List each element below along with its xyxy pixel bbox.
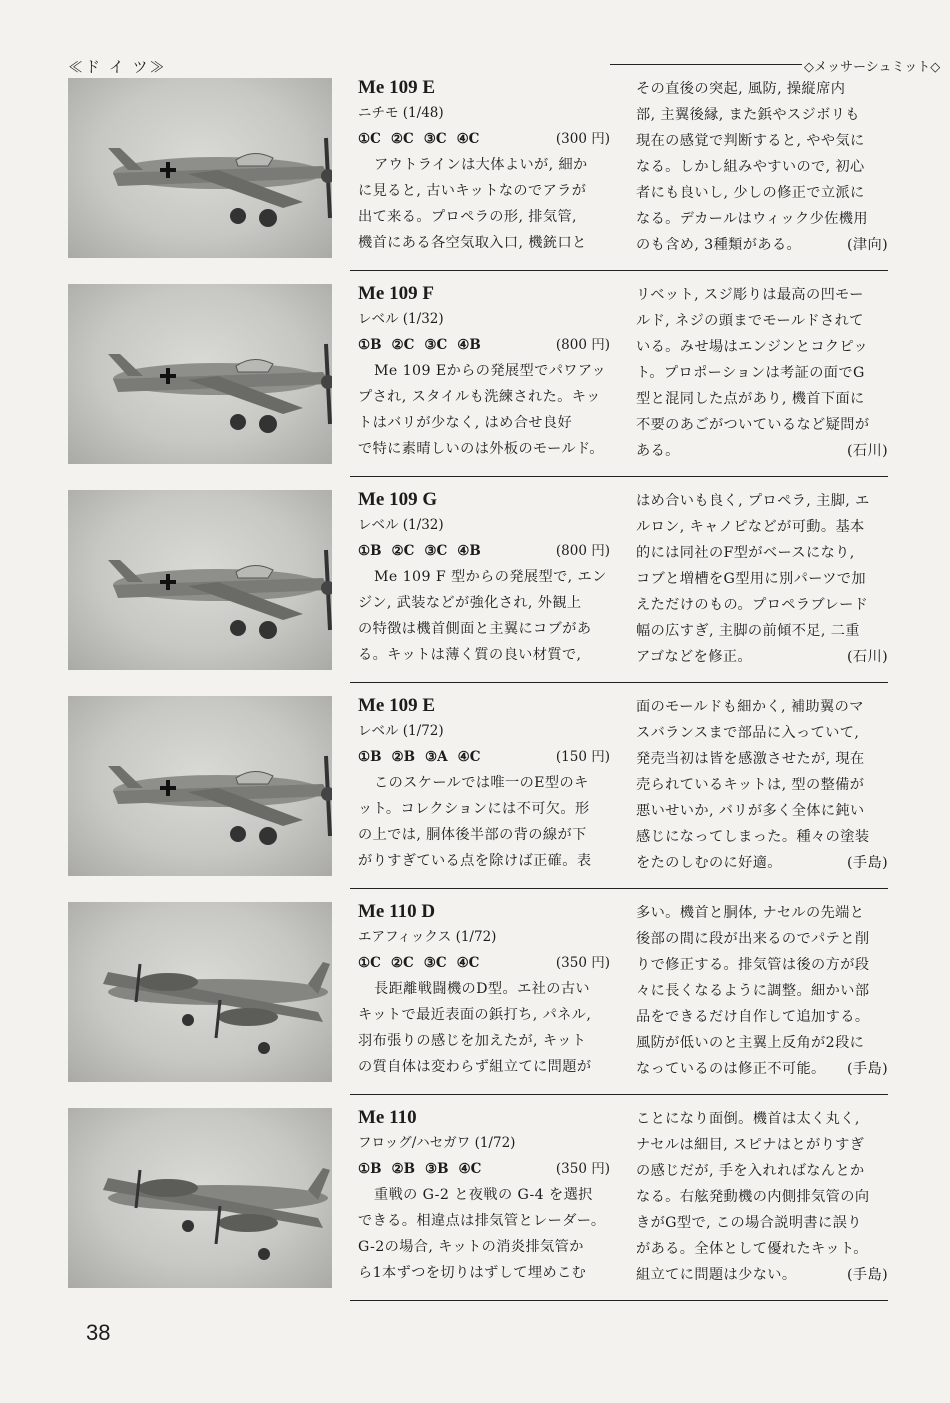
review-text-line: 々に長くなるように調整。細かい部 <box>636 983 870 999</box>
kit-maker-scale: エアフィックス (1/72) <box>358 929 497 945</box>
review-column-left <box>358 694 610 874</box>
reviewer-name: (手島) <box>846 1061 888 1077</box>
review-text-line: G-2の場合, キットの消炎排気管か <box>358 1239 584 1255</box>
review-text-line: の特徴は機首側面と主翼にコブがあ <box>358 621 592 637</box>
header-rule <box>610 64 802 65</box>
review-text-line: Me 109 Eからの発展型でパワアッ <box>374 363 607 379</box>
rating-value: ④C <box>458 1161 482 1177</box>
rating-value: ③A <box>425 749 448 765</box>
review-text-line: このスケールでは唯一のE型のキ <box>374 775 589 791</box>
review-column-left <box>358 900 610 1080</box>
rating-value: ④C <box>456 131 480 147</box>
entry-divider <box>350 888 888 889</box>
kit-review-entry <box>350 694 888 894</box>
reviewer-name: (手島) <box>846 855 888 871</box>
review-text-line <box>636 438 888 464</box>
entry-divider <box>350 270 888 271</box>
review-text-final: なっているのは修正不可能。 <box>636 1061 826 1077</box>
review-text-line: ト。プロポーションは考証の面でG <box>636 365 865 381</box>
review-text-line: 現在の感覚で判断すると, やや気に <box>636 133 865 149</box>
kit-ratings <box>358 950 610 976</box>
entry-divider <box>350 1300 888 1301</box>
review-column-right <box>636 488 888 670</box>
entry-divider <box>350 476 888 477</box>
kit-maker-scale: ニチモ (1/48) <box>358 105 444 121</box>
review-text-line: コブと増槽をG型用に別パーツで加 <box>636 571 866 587</box>
review-text-line: なる。右舷発動機の内側排気管の向 <box>636 1189 870 1205</box>
kit-price: (300 円) <box>555 131 610 147</box>
entry-divider <box>350 682 888 683</box>
review-text-line: できる。相違点は排気管とレーダー。 <box>358 1213 606 1229</box>
rating-value: ①C <box>358 131 381 147</box>
kit-review-entry <box>350 900 888 1100</box>
kit-maker-scale: レベル (1/32) <box>358 517 444 533</box>
rating-value: ①B <box>358 543 382 559</box>
review-text-final: アゴなどを修正。 <box>636 649 752 665</box>
review-text-line: Me 109 F 型からの発展型で, エン <box>374 569 607 585</box>
kit-review-entry <box>350 282 888 482</box>
reviewer-name: (石川) <box>846 649 888 665</box>
review-text-line: キットで最近表面の鋲打ち, パネル, <box>358 1007 592 1023</box>
review-column-left <box>358 76 610 256</box>
review-text-line <box>636 850 888 876</box>
aircraft-model-photo <box>68 902 332 1082</box>
review-text-line <box>636 1056 888 1082</box>
review-text-line: なる。デカールはウィック少佐機用 <box>636 211 868 227</box>
rating-value: ④B <box>457 543 481 559</box>
review-text-line: 後部の間に段が出来るのでパテと削 <box>636 931 870 947</box>
review-text-line: えただけのもの。プロペラブレード <box>636 597 869 613</box>
aircraft-model-photo <box>68 284 332 464</box>
kit-maker-scale: レベル (1/32) <box>358 311 444 327</box>
kit-maker-scale: レベル (1/72) <box>358 723 444 739</box>
kit-title: Me 109 G <box>358 489 438 510</box>
review-text-line: で特に素晴しいのは外板のモールド。 <box>358 441 604 457</box>
rating-value: ②C <box>390 131 414 147</box>
entry-divider <box>350 1094 888 1095</box>
reviewer-name: (手島) <box>846 1267 888 1283</box>
review-text-line: ジン, 武装などが強化され, 外観上 <box>358 595 582 611</box>
review-text-line: アウトラインは大体よいが, 細か <box>374 157 588 173</box>
kit-price: (350 円) <box>555 1161 610 1177</box>
aircraft-model-photo <box>68 696 332 876</box>
rating-value: ③C <box>424 543 448 559</box>
kit-review-entry <box>350 488 888 688</box>
kit-title: Me 109 F <box>358 283 434 304</box>
review-text-line: がある。全体として優れたキット。 <box>636 1241 868 1257</box>
review-column-left <box>358 1106 610 1286</box>
review-text-line: る。キットは薄く質の良い材質で, <box>358 647 582 663</box>
review-text-line: スバランスまで部品に入っていて, <box>636 725 860 741</box>
review-column-right <box>636 900 888 1082</box>
review-text-line: の感じだが, 手を入れればなんとか <box>636 1163 865 1179</box>
review-text-line: 不要のあごがついているなど疑問が <box>636 417 870 433</box>
kit-maker-scale: フロッグ/ハセガワ (1/72) <box>358 1135 516 1151</box>
kit-title: Me 110 D <box>358 901 436 922</box>
page-number: 38 <box>86 1320 111 1345</box>
rating-value: ③C <box>423 955 447 971</box>
review-text-line: ことになり面倒。機首は太く丸く, <box>636 1111 860 1127</box>
aircraft-model-photo <box>68 1108 332 1288</box>
review-text-line: 重戦の G-2 と夜戦の G-4 を選択 <box>374 1187 593 1203</box>
aircraft-model-photo <box>68 490 332 670</box>
rating-value: ②C <box>391 543 415 559</box>
review-text-line: 幅の広すぎ, 主脚の前傾不足, 二重 <box>636 623 860 639</box>
kit-price: (350 円) <box>555 955 610 971</box>
review-text-final: ある。 <box>636 443 680 459</box>
review-text-final: をたのしむのに好適。 <box>636 855 782 871</box>
rating-value: ①B <box>358 1161 382 1177</box>
review-text-line <box>636 232 888 258</box>
review-text-line: 的には同社のF型がベースになり, <box>636 545 855 561</box>
review-text-line: 多い。機首と胴体, ナセルの先端と <box>636 905 865 921</box>
review-text-line: 羽布張りの感じを加えたが, キット <box>358 1033 587 1049</box>
review-text-line <box>636 1262 888 1288</box>
section-header-subject: ◇メッサーシュミット◇ <box>804 60 941 75</box>
kit-ratings <box>358 744 610 770</box>
review-text-line: いる。みせ場はエンジンとコクピッ <box>636 339 869 355</box>
kit-price: (800 円) <box>555 543 610 559</box>
review-text-line: ルド, ネジの頭までモールドされて <box>636 313 864 329</box>
rating-value: ④C <box>456 955 480 971</box>
review-text-line: なる。しかし組みやすいので, 初心 <box>636 159 865 175</box>
review-text-line: ット。コレクションには不可欠。形 <box>358 801 590 817</box>
review-column-left <box>358 282 610 462</box>
rating-value: ③C <box>424 337 448 353</box>
review-text-final: 組立てに問題は少ない。 <box>636 1267 797 1283</box>
rating-value: ②C <box>390 955 414 971</box>
review-column-right <box>636 1106 888 1288</box>
rating-value: ①B <box>358 749 382 765</box>
kit-title: Me 109 E <box>358 695 436 716</box>
review-text-line: に見ると, 古いキットなのでアラが <box>358 183 587 199</box>
review-column-right <box>636 76 888 258</box>
review-text-line: リベット, スジ彫りは最高の凹モー <box>636 287 864 303</box>
review-column-right <box>636 282 888 464</box>
review-text-line: ら1本ずつを切りはずして埋めこむ <box>358 1265 587 1281</box>
kit-review-entry <box>350 1106 888 1306</box>
rating-value: ②B <box>391 1161 416 1177</box>
review-text-line: 売られているキットは, 型の整備が <box>636 777 865 793</box>
review-text-line: プされ, スタイルも洗練された。キッ <box>358 389 601 405</box>
kit-ratings <box>358 538 610 564</box>
review-text-line: 発売当初は皆を感激させたが, 現在 <box>636 751 865 767</box>
review-text-final: のも含め, 3種類がある。 <box>636 237 802 253</box>
rating-value: ①B <box>358 337 382 353</box>
review-text-line: がりすぎている点を除けば正確。表 <box>358 853 592 869</box>
review-text-line: 悪いせいか, バリが多く全体に鈍い <box>636 803 865 819</box>
review-text-line: 長距離戦闘機のD型。エ社の古い <box>374 981 591 997</box>
rating-value: ③B <box>425 1161 449 1177</box>
kit-ratings <box>358 1156 610 1182</box>
review-column-left <box>358 488 610 668</box>
review-text-line: はめ合いも良く, プロペラ, 主脚, エ <box>636 493 870 509</box>
kit-price: (150 円) <box>555 749 610 765</box>
rating-value: ①C <box>358 955 381 971</box>
review-text-line: 者にも良いし, 少しの修正で立派に <box>636 185 865 201</box>
review-text-line: その直後の突起, 風防, 操縦席内 <box>636 81 846 97</box>
review-text-line: トはバリが少なく, はめ合せ良好 <box>358 415 573 431</box>
reviewer-name: (石川) <box>846 443 888 459</box>
rating-value: ②B <box>391 749 416 765</box>
review-text-line: の上では, 胴体後半部の背の線が下 <box>358 827 587 843</box>
review-text-line: 型と混同した点があり, 機首下面に <box>636 391 865 407</box>
rating-value: ④B <box>457 337 481 353</box>
review-text-line: 部, 主翼後縁, また鋲やスジボリも <box>636 107 860 123</box>
review-text-line: ナセルは細目, スピナはとがりすぎ <box>636 1137 865 1153</box>
review-text-line: ルロン, キャノピなどが可動。基本 <box>636 519 865 535</box>
review-column-right <box>636 694 888 876</box>
review-text-line: 面のモールドも細かく, 補助翼のマ <box>636 699 864 715</box>
kit-ratings <box>358 126 610 152</box>
review-text-line: 機首にある各空気取入口, 機銃口と <box>358 235 587 251</box>
kit-price: (800 円) <box>555 337 610 353</box>
rating-value: ③C <box>423 131 447 147</box>
review-text-line: りで修正する。排気管は後の方が段 <box>636 957 870 973</box>
review-text-line: 感じになってしまった。種々の塗装 <box>636 829 870 845</box>
kit-title: Me 110 <box>358 1107 417 1128</box>
kit-review-entry <box>350 76 888 276</box>
rating-value: ④C <box>457 749 481 765</box>
kit-title: Me 109 E <box>358 77 436 98</box>
aircraft-model-photo <box>68 78 332 258</box>
review-text-line: きがG型で, この場合説明書に誤り <box>636 1215 862 1231</box>
review-text-line <box>636 644 888 670</box>
review-text-line: の質自体は変わらず組立てに問題が <box>358 1059 592 1075</box>
rating-value: ②C <box>391 337 415 353</box>
reviewer-name: (津向) <box>846 237 888 253</box>
review-text-line: 品をできるだけ自作して追加する。 <box>636 1009 870 1025</box>
section-header-country: ≪ド イ ツ≫ <box>68 58 167 76</box>
review-text-line: 出て来る。プロペラの形, 排気管, <box>358 209 577 225</box>
review-text-line: 風防が低いのと主翼上反角が2段に <box>636 1035 865 1051</box>
kit-ratings <box>358 332 610 358</box>
